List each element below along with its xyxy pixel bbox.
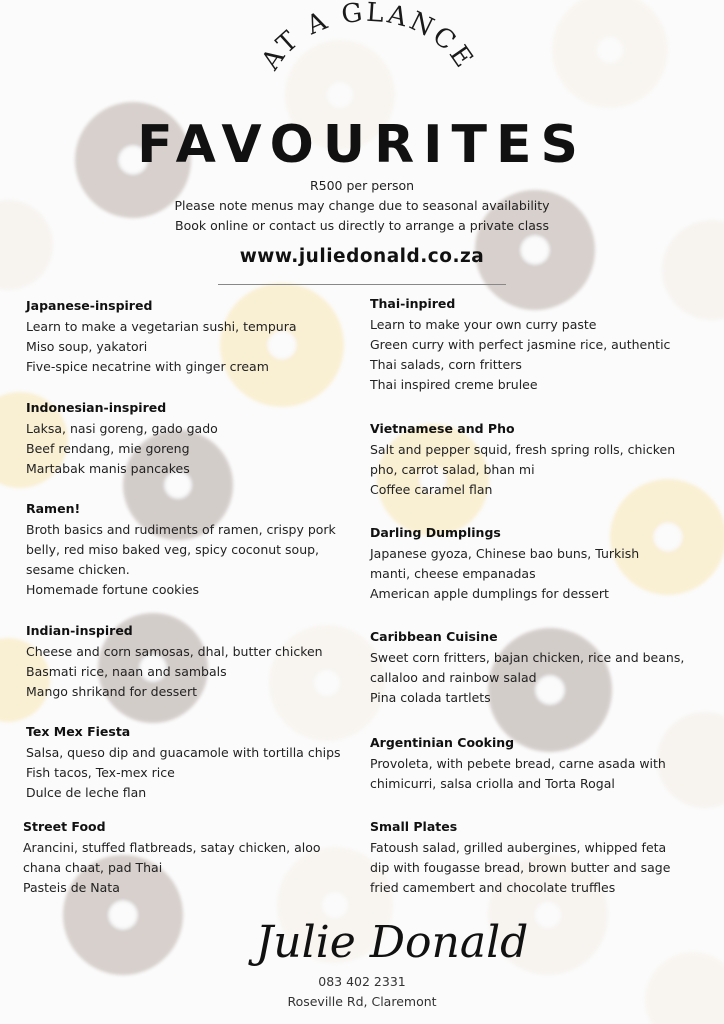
menu-line: American apple dumplings for dessert bbox=[370, 586, 609, 601]
section-title: Thai-inpired bbox=[370, 296, 456, 311]
menu-line: Thai inspired creme brulee bbox=[370, 377, 538, 392]
menu-line: belly, red miso baked veg, spicy coconut soup, bbox=[26, 542, 320, 557]
menu-line: Cheese and corn samosas, dhal, butter chicken bbox=[26, 644, 323, 659]
divider bbox=[218, 284, 506, 285]
section-title: Caribbean Cuisine bbox=[370, 629, 498, 644]
menu-line: Pasteis de Nata bbox=[23, 880, 120, 895]
menu-line: Japanese gyoza, Chinese bao buns, Turkish bbox=[370, 546, 640, 561]
menu-line: Salt and pepper squid, fresh spring rolls, chicken bbox=[370, 442, 676, 457]
menu-line: dip with fougasse bread, brown butter and sage bbox=[370, 860, 671, 875]
menu-section-japanese bbox=[26, 296, 356, 377]
section-title: Indonesian-inspired bbox=[26, 400, 167, 415]
menu-line: Coffee caramel flan bbox=[370, 482, 493, 497]
menu-section-smallplates bbox=[370, 817, 710, 898]
menu-line: fried camembert and chocolate truffles bbox=[370, 880, 616, 895]
menu-line: Beef rendang, mie goreng bbox=[26, 441, 190, 456]
page-title: FAVOURITES bbox=[137, 115, 587, 175]
menu-line: Sweet corn fritters, bajan chicken, rice and beans, bbox=[370, 650, 685, 665]
booking-note: Book online or contact us directly to arrange a private class bbox=[175, 218, 549, 233]
section-title: Japanese-inspired bbox=[26, 298, 153, 313]
signature bbox=[0, 905, 724, 980]
signature-text: Julie Donald bbox=[255, 917, 529, 968]
menu-line: manti, cheese empanadas bbox=[370, 566, 536, 581]
arc-text: AT A GLANCE bbox=[255, 0, 481, 76]
menu-line: chana chaat, pad Thai bbox=[23, 860, 163, 875]
menu-line: Pina colada tartlets bbox=[370, 690, 491, 705]
section-title: Indian-inspired bbox=[26, 623, 133, 638]
section-title: Ramen! bbox=[26, 501, 81, 516]
menu-section-texmex bbox=[26, 722, 356, 803]
address: Roseville Rd, Claremont bbox=[287, 994, 437, 1009]
menu-section-streetfood bbox=[23, 817, 353, 898]
menu-line: Arancini, stuffed flatbreads, satay chicken, aloo bbox=[23, 840, 321, 855]
menu-line: Dulce de leche flan bbox=[26, 785, 147, 800]
menu-line: Homemade fortune cookies bbox=[26, 582, 200, 597]
price-text: R500 per person bbox=[309, 178, 415, 193]
svg-text:AT A GLANCE bbox=[255, 0, 480, 76]
menu-section-vietnamese bbox=[370, 419, 710, 500]
section-title: Argentinian Cooking bbox=[370, 735, 515, 750]
section-title: Small Plates bbox=[370, 819, 458, 834]
menu-line: sesame chicken. bbox=[26, 562, 130, 577]
menu-line: Broth basics and rudiments of ramen, crispy pork bbox=[26, 522, 336, 537]
menu-section-caribbean bbox=[370, 627, 710, 708]
menu-section-dumplings bbox=[370, 523, 710, 604]
menu-section-indian bbox=[26, 621, 356, 702]
section-title: Street Food bbox=[23, 819, 106, 834]
website-link[interactable]: www.juliedonald.co.za bbox=[239, 246, 485, 267]
section-title: Vietnamese and Pho bbox=[370, 421, 515, 436]
menu-line: Provoleta, with pebete bread, carne asada with bbox=[370, 756, 666, 771]
section-title: Darling Dumplings bbox=[370, 525, 501, 540]
donut-icon bbox=[0, 200, 53, 290]
menu-line: Martabak manis pancakes bbox=[26, 461, 190, 476]
section-title: Tex Mex Fiesta bbox=[26, 724, 131, 739]
menu-line: Fish tacos, Tex-mex rice bbox=[26, 765, 175, 780]
menu-line: Five-spice necatrine with ginger cream bbox=[26, 359, 269, 374]
menu-section-indonesian bbox=[26, 398, 356, 479]
menu-line: Fatoush salad, grilled aubergines, whipped feta bbox=[370, 840, 667, 855]
phone-number: 083 402 2331 bbox=[318, 974, 406, 989]
menu-line: Miso soup, yakatori bbox=[26, 339, 148, 354]
availability-note: Please note menus may change due to seasonal availability bbox=[174, 198, 550, 213]
menu-line: Green curry with perfect jasmine rice, authentic bbox=[370, 337, 671, 352]
menu-line: Mango shrikand for dessert bbox=[26, 684, 198, 699]
menu-section-thai bbox=[370, 294, 710, 395]
menu-section-argentinian bbox=[370, 733, 710, 794]
menu-line: Salsa, queso dip and guacamole with tortilla chips bbox=[26, 745, 341, 760]
menu-section-ramen bbox=[26, 499, 356, 600]
menu-line: callaloo and rainbow salad bbox=[370, 670, 537, 685]
menu-line: Learn to make your own curry paste bbox=[370, 317, 597, 332]
menu-line: pho, carrot salad, bhan mi bbox=[370, 462, 535, 477]
menu-line: Thai salads, corn fritters bbox=[370, 357, 522, 372]
menu-line: Learn to make a vegetarian sushi, tempura bbox=[26, 319, 297, 334]
menu-line: Basmati rice, naan and sambals bbox=[26, 664, 227, 679]
menu-line: Laksa, nasi goreng, gado gado bbox=[26, 421, 218, 436]
menu-line: chimicurri, salsa criolla and Torta Rogal bbox=[370, 776, 615, 791]
